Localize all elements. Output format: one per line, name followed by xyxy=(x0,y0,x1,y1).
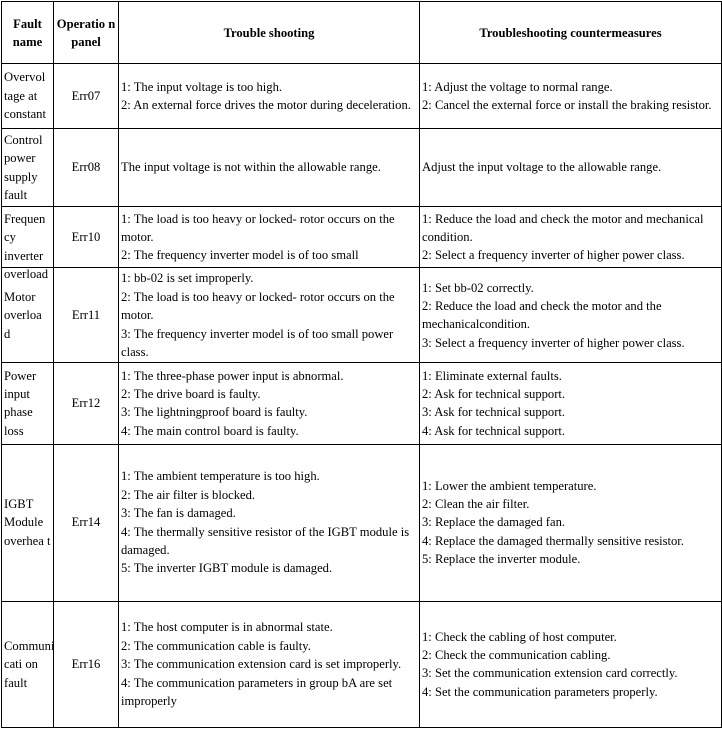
countermeasure-cell xyxy=(420,207,722,268)
cause-line: 2: An external force drives the motor during deceleration. xyxy=(121,98,411,113)
fault-row xyxy=(2,129,722,207)
countermeasure-line: 4: Set the communication parameters properly. xyxy=(422,684,658,699)
countermeasure-line: 1: Reduce the load and check the motor and mechanical condition. xyxy=(422,211,704,245)
cause-line: 1: The three-phase power input is abnormal. xyxy=(121,368,344,383)
countermeasure-line: 1: Check the cabling of host computer. xyxy=(422,629,617,644)
fault-name: Power input phase loss xyxy=(4,368,37,438)
cause-line: 2: The air filter is blocked. xyxy=(121,487,256,502)
fault-name: IGBT Module overhea t xyxy=(4,497,51,548)
cause-line: 4: The communication parameters in group bA are set improperly xyxy=(121,675,393,708)
cause-line: 1: The host computer is in abnormal state. xyxy=(121,620,333,635)
cause-line: 2: The communication cable is faulty. xyxy=(121,638,311,653)
trouble-cell xyxy=(119,268,420,363)
fault-table xyxy=(1,1,722,728)
countermeasure-line: 1: Lower the ambient temperature. xyxy=(422,478,597,493)
countermeasure-cell xyxy=(420,64,722,129)
error-code: Err11 xyxy=(54,268,119,363)
error-code: Err08 xyxy=(54,129,119,207)
countermeasure-line: 1: Set bb-02 correctly. xyxy=(422,280,534,295)
countermeasure-line: 3: Replace the damaged fan. xyxy=(422,515,566,530)
fault-name-cell xyxy=(2,207,54,281)
header-fault-name: Fault name xyxy=(2,2,54,64)
fault-name-cell xyxy=(2,444,54,601)
fault-name-cell xyxy=(2,129,54,207)
trouble-cell xyxy=(119,601,420,727)
header-trouble-shooting: Trouble shooting xyxy=(119,2,420,64)
cause-line: 2: The frequency inverter model is of too small xyxy=(121,248,359,263)
cause-line: 2: The drive board is faulty. xyxy=(121,387,261,402)
countermeasure-line: 3: Ask for technical support. xyxy=(422,405,566,420)
cause-line: 1: The input voltage is too high. xyxy=(121,79,283,94)
fault-row xyxy=(2,601,722,727)
error-code: Err10 xyxy=(54,207,119,268)
countermeasure-line: 3: Set the communication extension card correctly. xyxy=(422,666,678,681)
cause-line: 4: The thermally sensitive resistor of the IGBT module is damaged. xyxy=(121,524,410,558)
header-operation-panel: Operatio n panel xyxy=(54,2,119,64)
cause-line: 3: The frequency inverter model is of too small power class. xyxy=(121,326,394,359)
fault-name: Communi cati on fault xyxy=(4,638,55,690)
cause-line: The input voltage is not within the allowable range. xyxy=(121,160,381,175)
countermeasure-line: 1: Eliminate external faults. xyxy=(422,368,562,383)
countermeasure-cell xyxy=(420,444,722,601)
cause-line: 2: The load is too heavy or locked- rotor occurs on the motor. xyxy=(121,289,395,323)
cause-line: 3: The communication extension card is set improperly. xyxy=(121,657,402,672)
fault-row xyxy=(2,64,722,129)
countermeasure-line: 2: Cancel the external force or install the braking resistor. xyxy=(422,98,712,113)
countermeasure-cell xyxy=(420,363,722,444)
countermeasure-cell xyxy=(420,129,722,207)
cause-line: 5: The inverter IGBT module is damaged. xyxy=(121,561,333,576)
fault-row xyxy=(2,444,722,601)
fault-name: Control power supply fault xyxy=(4,132,43,203)
countermeasure-line: 2: Select a frequency inverter of higher power class. xyxy=(422,248,685,263)
fault-name: Motor overloa d xyxy=(4,289,42,341)
trouble-cell xyxy=(119,363,420,444)
trouble-cell xyxy=(119,444,420,601)
error-code: Err16 xyxy=(54,601,119,727)
fault-row xyxy=(2,363,722,444)
fault-row xyxy=(2,268,722,363)
cause-line: 1: The load is too heavy or locked- rotor occurs on the motor. xyxy=(121,211,395,245)
countermeasure-line: 2: Ask for technical support. xyxy=(422,387,566,402)
countermeasure-line: 1: Adjust the voltage to normal range. xyxy=(422,79,613,94)
fault-name: Overvol tage at constant xyxy=(4,70,46,122)
cause-line: 3: The lightningproof board is faulty. xyxy=(121,405,308,420)
trouble-cell xyxy=(119,207,420,268)
countermeasure-line: 3: Select a frequency inverter of higher power class. xyxy=(422,335,685,350)
trouble-cell xyxy=(119,129,420,207)
error-code: Err07 xyxy=(54,64,119,129)
countermeasure-line: 4: Replace the damaged thermally sensitive resistor. xyxy=(422,533,684,548)
fault-row xyxy=(2,207,722,268)
countermeasure-line: 2: Reduce the load and check the motor and the mechanicalcondition. xyxy=(422,298,662,332)
cause-line: 3: The fan is damaged. xyxy=(121,506,236,521)
countermeasure-line: 4: Ask for technical support. xyxy=(422,423,566,438)
countermeasure-cell xyxy=(420,268,722,363)
trouble-cell xyxy=(119,64,420,129)
error-code: Err12 xyxy=(54,363,119,444)
fault-name-cell xyxy=(2,64,54,129)
countermeasure-cell xyxy=(420,601,722,727)
fault-name: Frequen cy inverter overload xyxy=(4,211,49,281)
fault-name-cell xyxy=(2,363,54,444)
fault-name-cell xyxy=(2,601,54,727)
countermeasure-line: 2: Clean the air filter. xyxy=(422,497,530,512)
countermeasure-line: 5: Replace the inverter module. xyxy=(422,552,581,567)
cause-line: 4: The main control board is faulty. xyxy=(121,423,299,438)
cause-line: 1: The ambient temperature is too high. xyxy=(121,469,320,484)
error-code: Err14 xyxy=(54,444,119,601)
countermeasure-line: 2: Check the communication cabling. xyxy=(422,647,611,662)
header-countermeasures: Troubleshooting countermeasures xyxy=(420,2,722,64)
header-row xyxy=(2,2,722,64)
countermeasure-line: Adjust the input voltage to the allowable range. xyxy=(422,160,662,175)
cause-line: 1: bb-02 is set improperly. xyxy=(121,271,254,286)
